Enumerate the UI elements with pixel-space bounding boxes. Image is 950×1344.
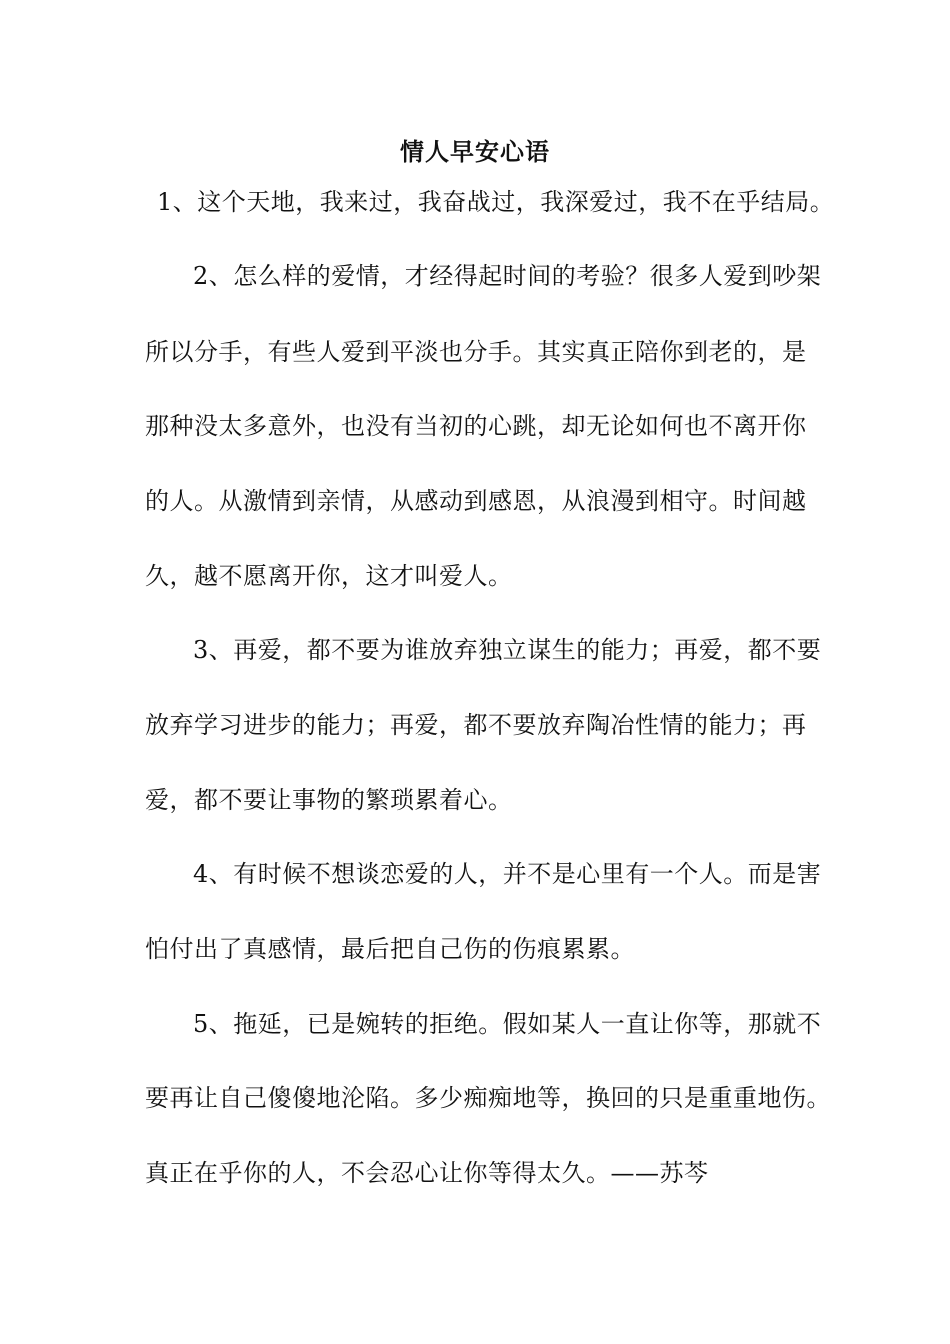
paragraph-line: 3、再爱，都不要为谁放弃独立谋生的能力；再爱，都不要 bbox=[193, 636, 822, 664]
paragraph-line: 要再让自己傻傻地沦陷。多少痴痴地等，换回的只是重重地伤。 bbox=[145, 1084, 831, 1112]
paragraph-line: 爱，都不要让事物的繁琐累着心。 bbox=[145, 786, 513, 814]
page-title: 情人早安心语 bbox=[400, 137, 550, 166]
paragraph-line: 5、拖延，已是婉转的拒绝。假如某人一直让你等，那就不 bbox=[193, 1010, 822, 1038]
paragraph-line: 的人。从激情到亲情，从感动到感恩，从浪漫到相守。时间越 bbox=[145, 487, 807, 515]
paragraph-line: 久，越不愿离开你，这才叫爱人。 bbox=[145, 562, 513, 590]
paragraph-line: 所以分手，有些人爱到平淡也分手。其实真正陪你到老的，是 bbox=[145, 338, 807, 366]
paragraph-line: 2、怎么样的爱情，才经得起时间的考验？很多人爱到吵架 bbox=[193, 262, 822, 290]
paragraph-line: 怕付出了真感情，最后把自己伤的伤痕累累。 bbox=[145, 935, 635, 963]
paragraph-line: 放弃学习进步的能力；再爱，都不要放弃陶冶性情的能力；再 bbox=[145, 711, 807, 739]
paragraph-line: 1、这个天地，我来过，我奋战过，我深爱过，我不在乎结局。 bbox=[157, 188, 835, 216]
paragraph-line: 4、有时候不想谈恋爱的人，并不是心里有一个人。而是害 bbox=[193, 860, 822, 888]
paragraph-line: 那种没太多意外，也没有当初的心跳，却无论如何也不离开你 bbox=[145, 412, 807, 440]
paragraph-line: 真正在乎你的人，不会忍心让你等得太久。——苏芩 bbox=[145, 1159, 709, 1187]
